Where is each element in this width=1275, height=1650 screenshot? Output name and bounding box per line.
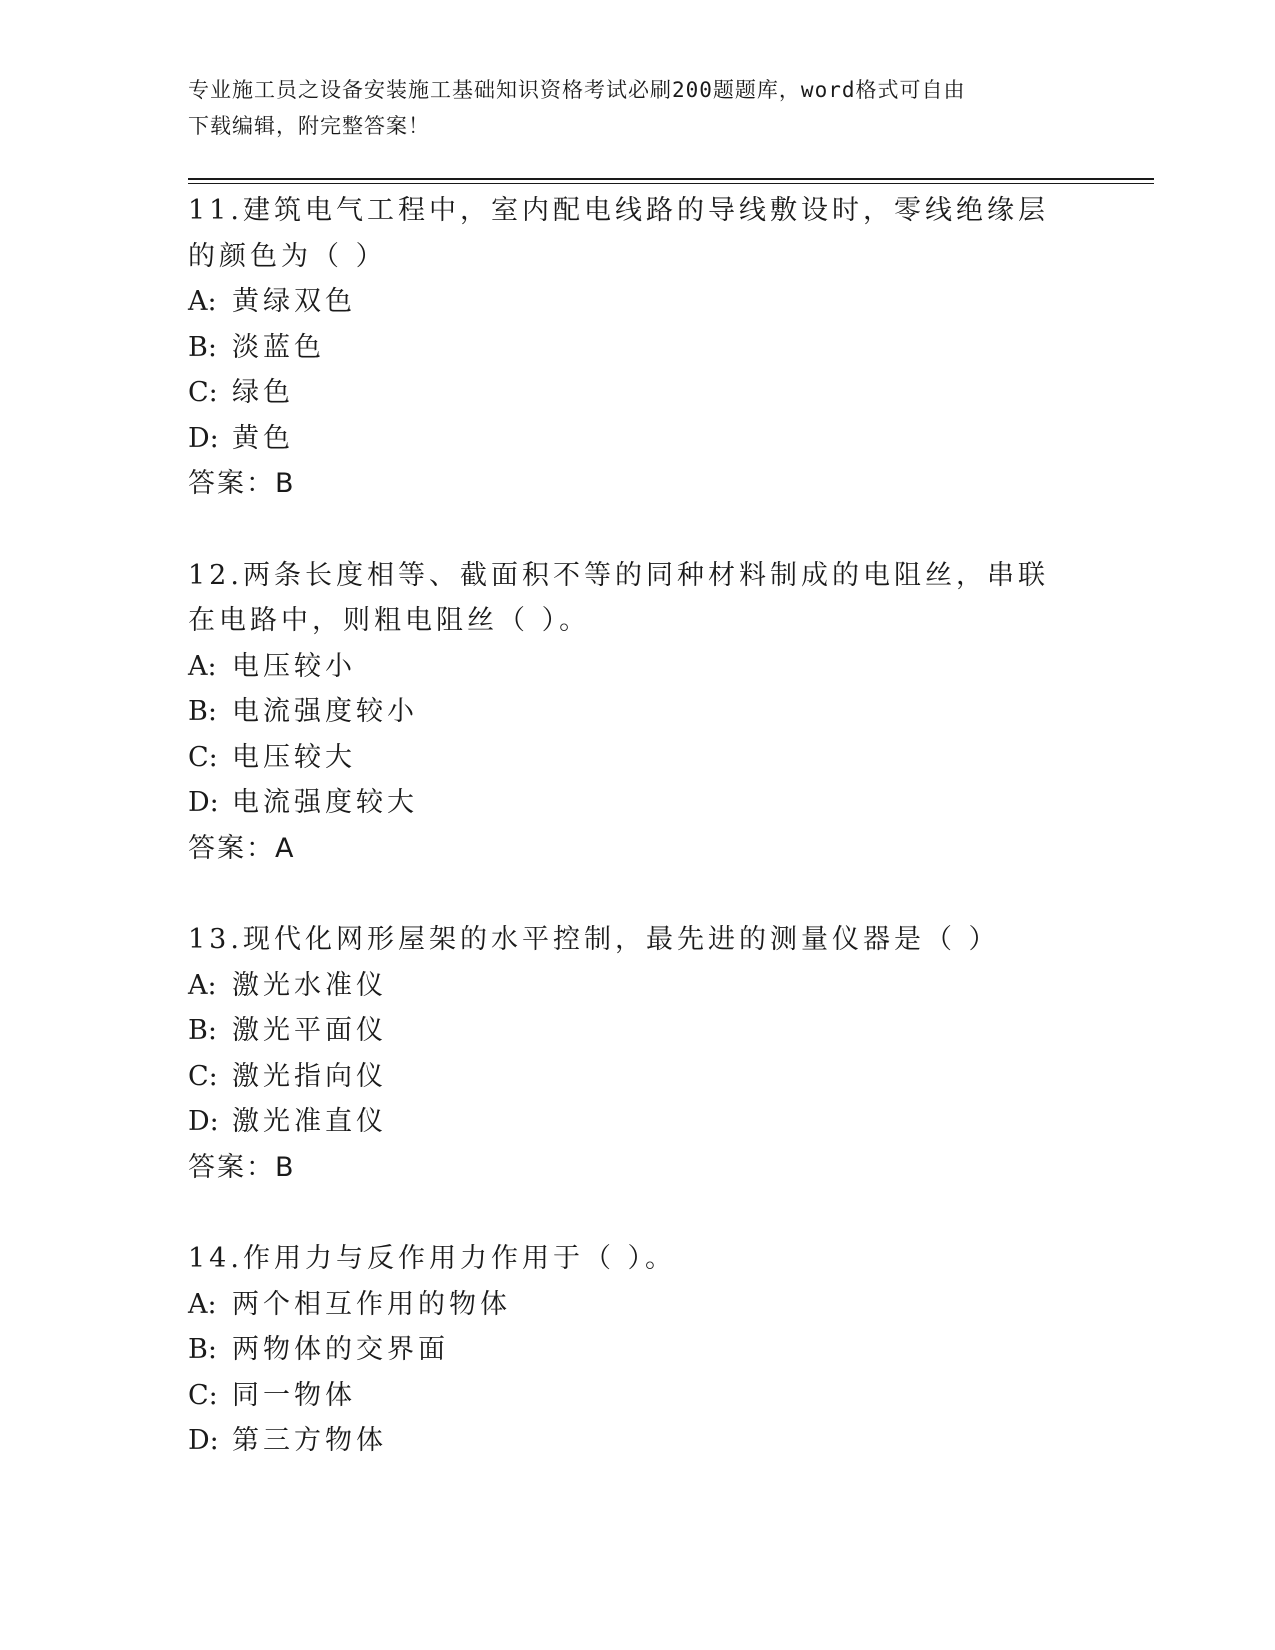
option-text: 两物体的交界面 — [232, 1334, 449, 1365]
option-key: A: — [188, 650, 217, 682]
option-key: A: — [188, 1288, 217, 1320]
option-key: B: — [188, 331, 217, 363]
question-stem: 13.现代化网形屋架的水平控制，最先进的测量仪器是（ ） — [188, 924, 1000, 955]
option-text: 电流强度较大 — [232, 787, 418, 818]
option-key: A: — [188, 969, 217, 1001]
option-a — [188, 1282, 1088, 1328]
header-line-1: 专业施工员之设备安装施工基础知识资格考试必刷200题题库，word格式可自由 — [188, 78, 966, 102]
option-d — [188, 1418, 1088, 1464]
option-key: C: — [188, 377, 218, 408]
option-text: 电压较小 — [232, 650, 356, 682]
option-key: C: — [188, 741, 218, 773]
option-b — [188, 689, 1088, 735]
option-key: D: — [188, 1425, 219, 1456]
option-text: 激光指向仪 — [232, 1060, 387, 1092]
option-text: 绿色 — [232, 377, 294, 408]
option-text: 第三方物体 — [232, 1425, 387, 1456]
option-d — [188, 780, 1088, 826]
option-text: 淡蓝色 — [232, 331, 325, 363]
option-b — [188, 1327, 1088, 1373]
option-text: 激光平面仪 — [232, 1015, 387, 1046]
option-text: 同一物体 — [232, 1379, 356, 1411]
option-a — [188, 279, 1088, 325]
option-key: B: — [188, 696, 217, 727]
option-d — [188, 1099, 1088, 1145]
option-key: D: — [188, 1106, 219, 1137]
document-header — [188, 72, 1088, 144]
option-b — [188, 325, 1088, 371]
option-a — [188, 644, 1088, 690]
answer-line: 答案：B — [188, 1151, 296, 1183]
option-key: D: — [188, 422, 219, 454]
option-text: 黄色 — [232, 422, 294, 454]
question-stem: 11.建筑电气工程中，室内配电线路的导线敷设时，零线绝缘层的颜色为（ ） — [188, 195, 1049, 272]
option-text: 黄绿双色 — [232, 286, 356, 317]
option-key: A: — [188, 286, 217, 317]
header-divider-thin — [188, 183, 1154, 184]
option-key: B: — [188, 1334, 217, 1365]
option-text: 激光准直仪 — [232, 1106, 387, 1137]
answer-line: 答案：A — [188, 832, 296, 864]
option-c — [188, 735, 1088, 781]
option-c — [188, 1054, 1088, 1100]
question-11 — [188, 188, 1088, 507]
answer-line: 答案：B — [188, 468, 296, 499]
option-c — [188, 370, 1088, 416]
option-key: D: — [188, 787, 219, 818]
question-14 — [188, 1236, 1088, 1464]
header-divider-thick — [188, 178, 1154, 180]
option-a — [188, 963, 1088, 1009]
question-stem: 14.作用力与反作用力作用于（ ）。 — [188, 1243, 677, 1274]
option-b — [188, 1008, 1088, 1054]
option-d — [188, 416, 1088, 462]
option-key: C: — [188, 1379, 218, 1411]
question-12 — [188, 553, 1088, 872]
option-text: 激光水准仪 — [232, 969, 387, 1001]
question-13 — [188, 917, 1088, 1190]
option-text: 电流强度较小 — [232, 696, 418, 727]
option-key: C: — [188, 1060, 218, 1092]
option-c — [188, 1373, 1088, 1419]
option-text: 两个相互作用的物体 — [232, 1288, 511, 1320]
option-text: 电压较大 — [232, 741, 356, 773]
option-key: B: — [188, 1015, 217, 1046]
question-list — [188, 188, 1088, 1510]
header-line-2: 下载编辑，附完整答案！ — [188, 114, 430, 138]
question-stem: 12.两条长度相等、截面积不等的同种材料制成的电阻丝，串联在电路中，则粗电阻丝（ ）。 — [188, 559, 1049, 636]
